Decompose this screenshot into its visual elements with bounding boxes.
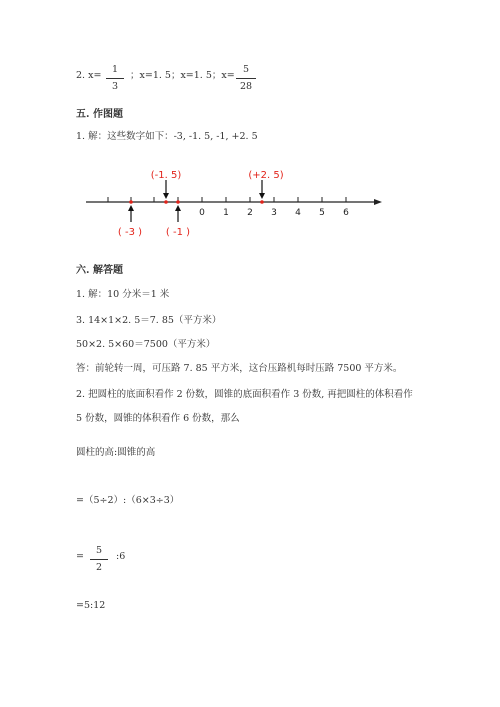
label-minus-3: ( -3 ) [117, 227, 143, 238]
fraction-bar [90, 559, 108, 560]
tick-label-1: 1 [223, 208, 229, 218]
tick-label-3: 3 [271, 208, 277, 218]
answer-line-2: 2. x= [76, 70, 102, 81]
fraction-numerator: 1 [111, 64, 119, 75]
fraction-denominator: 28 [239, 80, 253, 92]
fraction-one-third [104, 65, 126, 91]
fraction-five-halves [88, 546, 110, 572]
point-minus-1-5 [164, 200, 168, 204]
solution-line-5: 2. 把圆柱的底面积看作 2 份数，圆锥的底面积看作 3 份数, 再把圆柱的体积看作 [76, 389, 413, 400]
section-title-drawing: 五. 作图题 [76, 109, 123, 120]
fraction-five-28 [234, 65, 258, 91]
label-minus-1: ( -1 ) [165, 227, 191, 238]
solution-line-1: 1. 解：10 分米＝1 米 [76, 289, 170, 300]
solution-line-2: 3. 14×1×2. 5＝7. 85（平方米） [76, 315, 222, 326]
fraction-numerator: 5 [242, 64, 250, 75]
point-minus-3 [129, 200, 133, 204]
fraction-numerator: 5 [95, 545, 103, 556]
tick-label-4: 4 [295, 208, 301, 218]
label-minus-1-5: (-1. 5) [150, 170, 182, 181]
solution-answer: 答：前轮转一周，可压路 7. 85 平方米，这台压路机每时压路 7500 平方米。 [76, 363, 403, 374]
solution-line-3: 50×2. 5×60＝7500（平方米） [76, 339, 216, 350]
label-plus-2-5: (+2. 5) [248, 170, 284, 181]
solution-line-8: =（5÷2）:（6×3÷3） [76, 495, 180, 506]
tick-label-5: 5 [319, 208, 325, 218]
solution-line-10: =5:12 [76, 600, 106, 611]
point-minus-1 [176, 200, 180, 204]
fraction-bar [106, 78, 124, 79]
solution-line-6: 5 份数，圆锥的体积看作 6 份数，那么 [76, 413, 240, 424]
solution-line-9-prefix: = [76, 551, 84, 562]
fraction-bar [236, 78, 256, 79]
axis-arrow [374, 199, 382, 205]
drawing-answer-line: 1. 解：这些数字如下：-3, -1. 5, -1, +2. 5 [76, 131, 258, 142]
number-line-figure [80, 164, 390, 244]
section-title-solutions: 六. 解答题 [76, 265, 123, 276]
tick-label-6: 6 [343, 208, 349, 218]
tick-label-2: 2 [247, 208, 253, 218]
point-plus-2-5 [260, 200, 264, 204]
fraction-denominator: 2 [95, 561, 103, 573]
solution-line-9-suffix: :6 [116, 551, 126, 562]
solution-line-7: 圆柱的高:圆锥的高 [76, 447, 156, 458]
tick-label-0: 0 [199, 208, 205, 218]
ticks [108, 197, 346, 202]
fraction-denominator: 3 [111, 80, 119, 92]
answer-line-2-middle: ；x=1. 5；x=1. 5；x= [130, 70, 235, 81]
arrows [128, 180, 265, 222]
